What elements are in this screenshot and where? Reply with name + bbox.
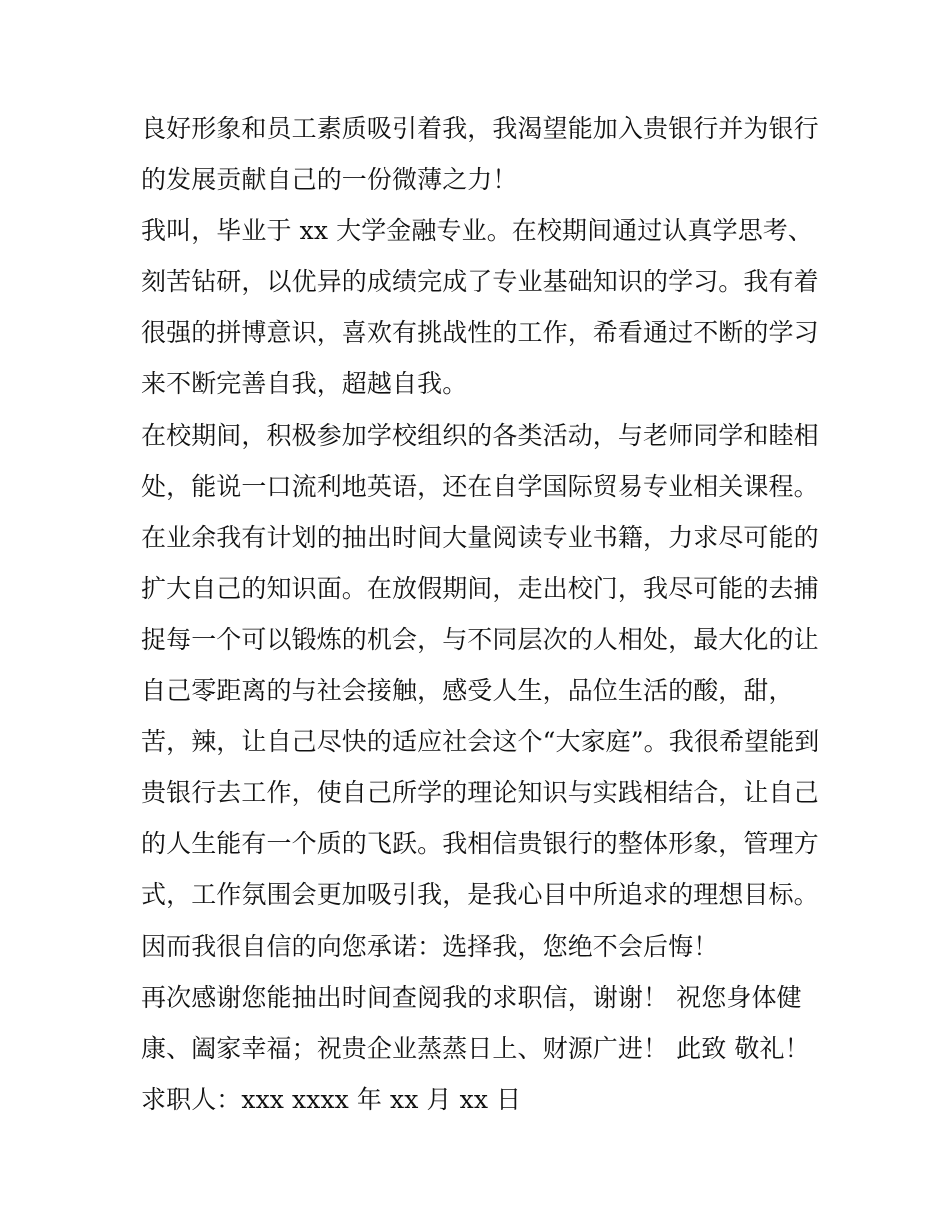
signature-line: 求职人：xxx xxxx 年 xx 月 xx 日 xyxy=(141,1084,522,1114)
text-line: 因而我很自信的向您承诺：选择我，您绝不会后悔！ xyxy=(141,931,719,961)
letter-body xyxy=(141,103,831,1125)
text-line: 捉每一个可以锻炼的机会，与不同层次的人相处，最大化的让 xyxy=(141,624,819,654)
text-line: 刻苦钻研，以优异的成绩完成了专业基础知识的学习。我有着 xyxy=(141,267,819,297)
text-line: 苦，辣，让自己尽快的适应社会这个“大家庭”。我很希望能到 xyxy=(141,727,820,757)
text-line: 很强的拼博意识，喜欢有挑战性的工作，希看通过不断的学习 xyxy=(141,318,819,348)
text-line: 在校期间，积极参加学校组织的各类活动，与老师同学和睦相 xyxy=(141,420,819,450)
text-line: 贵银行去工作，使自己所学的理论知识与实践相结合，让自己 xyxy=(141,778,819,808)
text-line: 式，工作氛围会更加吸引我，是我心目中所追求的理想目标。 xyxy=(141,880,819,910)
text-line: 我叫，毕业于 xx 大学金融专业。在校期间通过认真学思考、 xyxy=(141,216,813,246)
text-line: 自己零距离的与社会接触，感受人生，品位生活的酸，甜， xyxy=(141,676,794,706)
text-line: 的发展贡献自己的一份微薄之力！ xyxy=(141,165,518,195)
text-line: 康、阖家幸福；祝贵企业蒸蒸日上、财源广进！ 此致 敬礼！ xyxy=(141,1033,810,1063)
text-line: 处，能说一口流利地英语，还在自学国际贸易专业相关课程。 xyxy=(141,471,819,501)
text-line: 在业余我有计划的抽出时间大量阅读专业书籍，力求尽可能的 xyxy=(141,522,819,552)
text-line: 扩大自己的知识面。在放假期间，走出校门，我尽可能的去捕 xyxy=(141,573,819,603)
text-line: 的人生能有一个质的飞跃。我相信贵银行的整体形象，管理方 xyxy=(141,829,819,859)
text-line: 来不断完善自我，超越自我。 xyxy=(141,369,468,399)
text-line: 良好形象和员工素质吸引着我，我渴望能加入贵银行并为银行 xyxy=(141,114,819,143)
text-line: 再次感谢您能抽出时间查阅我的求职信，谢谢！ 祝您身体健 xyxy=(141,982,802,1012)
